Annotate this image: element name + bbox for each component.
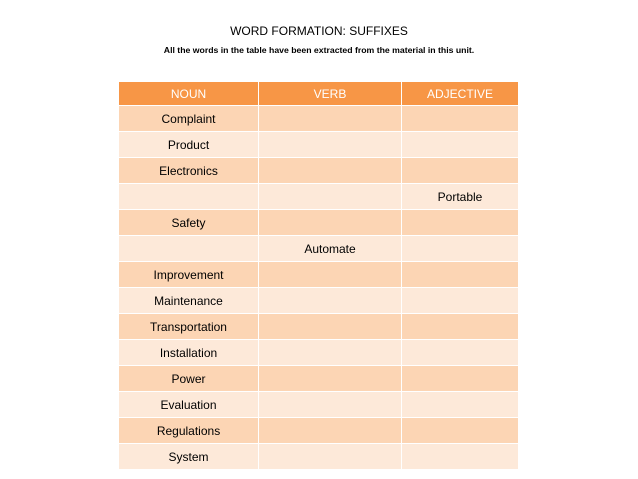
page-title: WORD FORMATION: SUFFIXES xyxy=(230,24,408,38)
noun-cell: System xyxy=(119,444,259,470)
table-row xyxy=(119,184,519,210)
adjective-cell xyxy=(402,340,519,366)
table-row xyxy=(119,106,519,132)
adjective-cell xyxy=(402,314,519,340)
adjective-cell xyxy=(402,158,519,184)
noun-cell: Regulations xyxy=(119,418,259,444)
verb-cell xyxy=(259,314,402,340)
table-row xyxy=(119,158,519,184)
table-row xyxy=(119,444,519,470)
verb-cell xyxy=(259,132,402,158)
adjective-cell xyxy=(402,210,519,236)
column-header-verb: VERB xyxy=(259,82,402,106)
verb-cell xyxy=(259,392,402,418)
table-row xyxy=(119,288,519,314)
table-row xyxy=(119,262,519,288)
word-formation-table xyxy=(118,81,519,470)
adjective-cell xyxy=(402,418,519,444)
adjective-cell xyxy=(402,236,519,262)
adjective-cell xyxy=(402,262,519,288)
table-header-row xyxy=(119,82,519,106)
noun-cell: Installation xyxy=(119,340,259,366)
verb-cell xyxy=(259,366,402,392)
noun-cell: Product xyxy=(119,132,259,158)
noun-cell xyxy=(119,184,259,210)
noun-cell: Maintenance xyxy=(119,288,259,314)
page-subtitle: All the words in the table have been extracted from the material in this unit. xyxy=(163,45,475,55)
noun-cell: Evaluation xyxy=(119,392,259,418)
verb-cell xyxy=(259,340,402,366)
verb-cell xyxy=(259,262,402,288)
noun-cell: Improvement xyxy=(119,262,259,288)
verb-cell: Automate xyxy=(259,236,402,262)
verb-cell xyxy=(259,106,402,132)
noun-cell: Power xyxy=(119,366,259,392)
noun-cell: Safety xyxy=(119,210,259,236)
table-row xyxy=(119,236,519,262)
adjective-cell xyxy=(402,106,519,132)
adjective-cell: Portable xyxy=(402,184,519,210)
adjective-cell xyxy=(402,444,519,470)
verb-cell xyxy=(259,158,402,184)
table-row xyxy=(119,314,519,340)
verb-cell xyxy=(259,444,402,470)
table-row xyxy=(119,132,519,158)
table-row xyxy=(119,392,519,418)
noun-cell: Transportation xyxy=(119,314,259,340)
noun-cell: Electronics xyxy=(119,158,259,184)
verb-cell xyxy=(259,418,402,444)
adjective-cell xyxy=(402,132,519,158)
verb-cell xyxy=(259,210,402,236)
noun-cell xyxy=(119,236,259,262)
adjective-cell xyxy=(402,366,519,392)
verb-cell xyxy=(259,288,402,314)
adjective-cell xyxy=(402,288,519,314)
noun-cell: Complaint xyxy=(119,106,259,132)
table-row xyxy=(119,210,519,236)
table-row xyxy=(119,340,519,366)
column-header-adjective: ADJECTIVE xyxy=(402,82,519,106)
verb-cell xyxy=(259,184,402,210)
table-row xyxy=(119,366,519,392)
table-row xyxy=(119,418,519,444)
adjective-cell xyxy=(402,392,519,418)
column-header-noun: NOUN xyxy=(119,82,259,106)
